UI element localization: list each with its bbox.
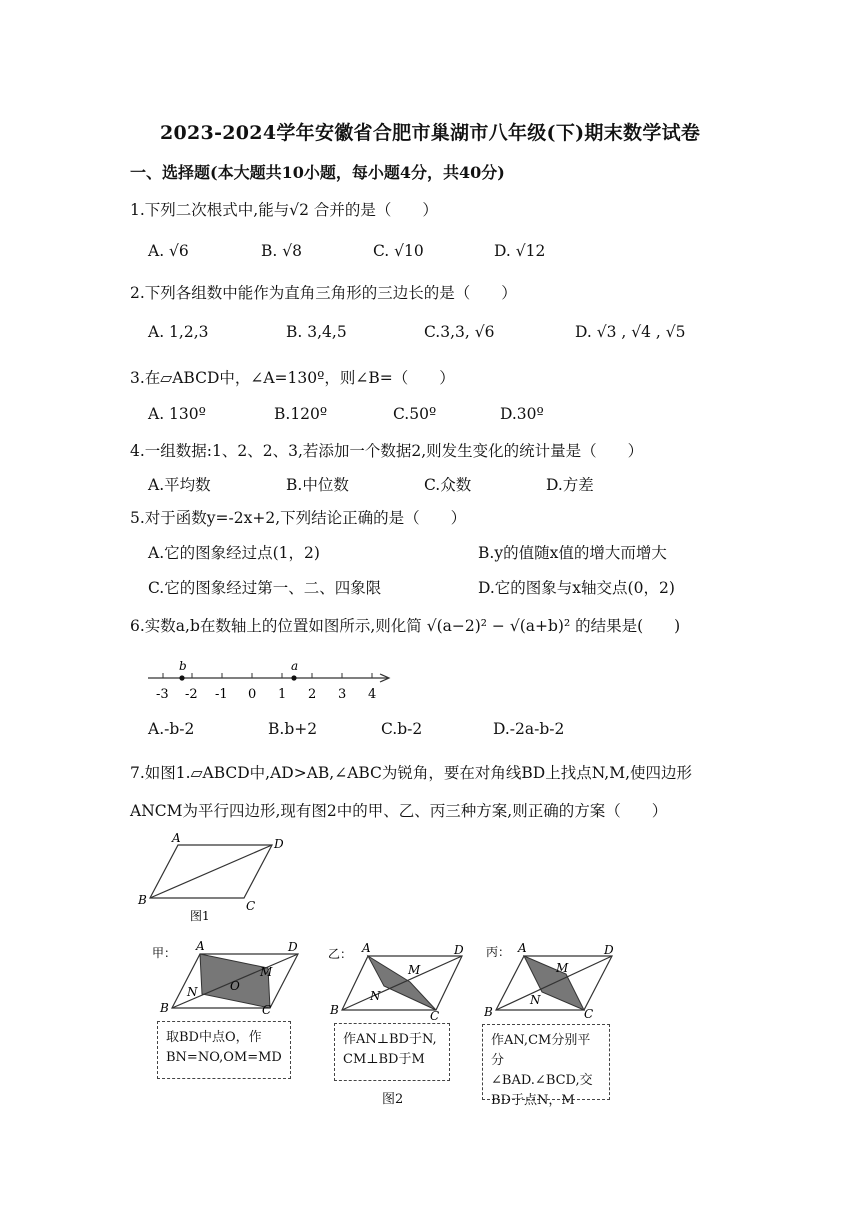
point-b [179,675,184,680]
tick-label: -1 [215,687,228,702]
q1-option-d: D. √12 [494,242,546,260]
tick-label: 2 [308,687,317,702]
number-line-ticks [163,673,372,678]
q3-option-b: B.120º [274,405,328,423]
label-a: a [291,659,299,673]
svg-text:B: B [484,1005,493,1018]
diagonal-bd [150,845,272,898]
q1-option-a: A. √6 [148,242,189,260]
svg-text:A: A [362,941,371,955]
q2-option-a: A. 1,2,3 [148,323,209,341]
q5-option-a: A.它的图象经过点(1，2) [148,544,320,562]
q5-option-b: B.y的值随x值的增大而增大 [478,544,667,562]
q3-option-c: C.50º [393,405,437,423]
svg-text:C: C [246,899,256,913]
svg-text:D: D [454,943,464,957]
q3-option-d: D.30º [500,405,544,423]
q4-option-a: A.平均数 [148,476,211,494]
svg-text:D: D [274,837,284,851]
svg-text:A: A [196,939,205,953]
q4-option-c: C.众数 [424,476,472,494]
svg-text:N: N [187,985,198,999]
figure-2-jia [150,936,310,1016]
svg-text:甲：: 甲： [152,946,177,960]
question-6-stem: 6.实数a,b在数轴上的位置如图所示,则化简 √(a−2)² − √(a+b)² 的结果是( ) [130,617,681,635]
question-7-stem-line1: 7.如图1.▱ABCD中,AD>AB,∠ABC为锐角，要在对角线BD上找点N,M,使四边形 [130,764,693,782]
svg-text:C: C [430,1009,440,1020]
svg-text:C: C [262,1003,272,1016]
svg-text:A: A [518,941,527,955]
tick-label: -3 [156,687,169,702]
q6-option-c: C.b-2 [381,720,423,738]
svg-text:D: D [288,940,298,954]
q6-option-a: A.-b-2 [148,720,195,738]
svg-text:M: M [408,963,421,977]
point-a [291,675,296,680]
svg-text:C: C [584,1007,594,1018]
tick-label: 4 [368,687,377,702]
svg-text:N: N [370,989,381,1003]
svg-text:B: B [160,1001,169,1015]
number-line-figure [140,652,400,702]
figure-1-caption: 图1 [190,909,210,923]
svg-text:B: B [330,1003,339,1017]
question-2-stem: 2.下列各组数中能作为直角三角形的三边长的是（ ） [130,284,517,302]
q5-option-d: D.它的图象与x轴交点(0，2) [478,579,675,597]
q2-option-b: B. 3,4,5 [286,323,347,341]
tick-label: 1 [278,687,287,702]
tick-label: 0 [248,687,257,702]
svg-text:M: M [556,961,569,975]
svg-text:D: D [604,943,614,957]
figure-1-parallelogram [130,830,300,925]
q2-option-c: C.3,3, √6 [424,323,495,341]
svg-text:乙：: 乙： [328,947,353,961]
question-7-stem-line2: ANCM为平行四边形,现有图2中的甲、乙、丙三种方案,则正确的方案（ ） [130,802,668,820]
question-4-stem: 4.一组数据:1、2、2、3,若添加一个数据2,则发生变化的统计量是（ ） [130,442,644,460]
svg-text:O: O [230,979,240,993]
question-3-stem: 3.在▱ABCD中，∠A=130º，则∠B=（ ） [130,369,455,387]
svg-text:N: N [530,993,541,1007]
page-title: 2023-2024学年安徽省合肥市巢湖市八年级(下)期末数学试卷 [160,122,701,144]
q3-option-a: A. 130º [148,405,206,423]
figure-2-caption: 图2 [382,1092,404,1107]
method-box-jia: 取BD中点O，作 BN=NO,OM=MD [157,1021,291,1079]
q2-option-d: D. √3 , √4 , √5 [575,323,686,341]
q1-option-b: B. √8 [261,242,302,260]
svg-text:M: M [260,965,273,979]
method-box-bing: 作AN,CM分别平分 ∠BAD.∠BCD,交 BD于点N，M [482,1024,610,1100]
q4-option-d: D.方差 [546,476,594,494]
q6-option-b: B.b+2 [268,720,318,738]
tick-label: -2 [185,687,198,702]
q5-option-c: C.它的图象经过第一、二、四象限 [148,579,382,597]
q1-option-c: C. √10 [373,242,424,260]
q4-option-b: B.中位数 [286,476,349,494]
svg-text:A: A [172,831,181,845]
section-heading: 一、选择题(本大题共10小题，每小题4分，共40分) [130,163,505,182]
label-b: b [179,659,187,673]
tick-label: 3 [338,687,347,702]
svg-text:丙：: 丙： [486,945,511,959]
q6-option-d: D.-2a-b-2 [493,720,565,738]
question-1-stem: 1.下列二次根式中,能与√2 合并的是（ ） [130,201,438,219]
method-box-yi: 作AN⊥BD于N, CM⊥BD于M [334,1023,450,1081]
figure-2-bing [484,938,624,1018]
question-5-stem: 5.对于函数y=-2x+2,下列结论正确的是（ ） [130,509,467,527]
figure-2-yi [326,940,476,1020]
svg-text:B: B [138,893,147,907]
